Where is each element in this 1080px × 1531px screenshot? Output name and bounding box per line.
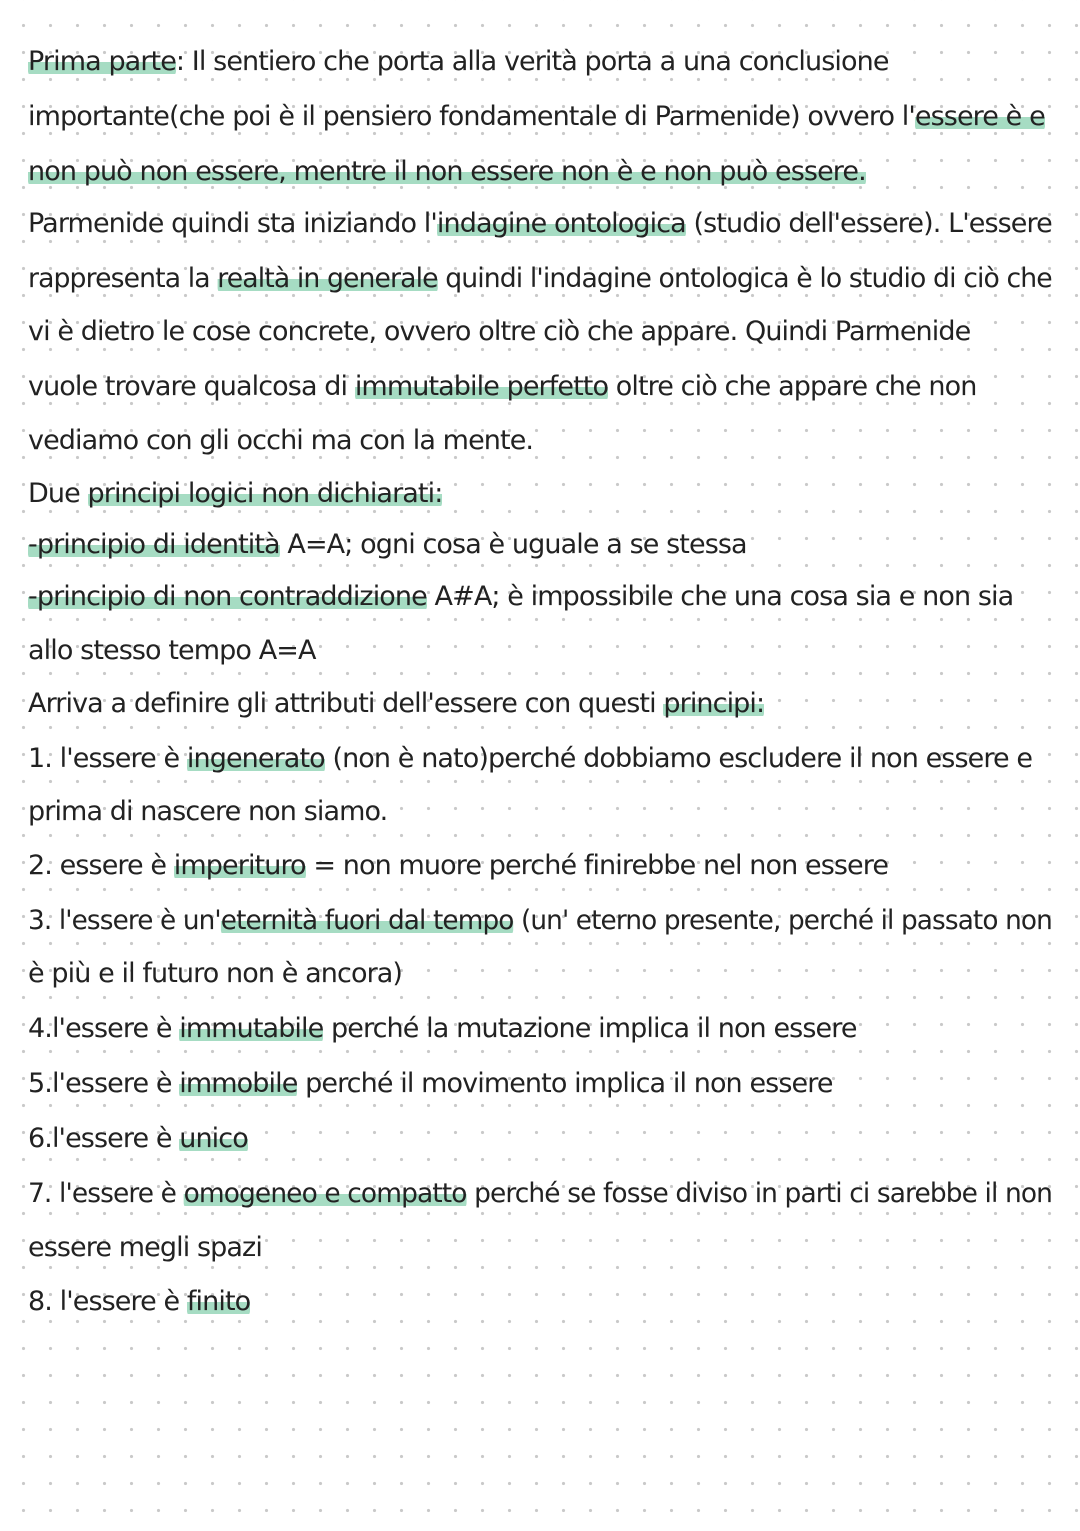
text-segment: vi è dietro le cose concrete, ovvero oltre ciò che appare. Quindi Parmenide xyxy=(28,316,971,347)
note-line xyxy=(28,527,747,563)
note-line xyxy=(28,206,1052,242)
text-segment: 3. l'essere è un' xyxy=(28,905,221,936)
note-line xyxy=(28,903,1052,939)
note-line xyxy=(28,686,764,722)
text-segment: = non muore perché finirebbe nel non essere xyxy=(305,850,889,881)
highlighted-text: principi logici non dichiarati: xyxy=(87,478,443,509)
highlighted-text: immobile xyxy=(179,1068,298,1099)
text-segment: perché il movimento implica il non essere xyxy=(297,1068,833,1099)
highlighted-text: immutabile perfetto xyxy=(354,371,609,402)
text-segment: 4.l'essere è xyxy=(28,1013,180,1044)
text-segment: 8. l'essere è xyxy=(28,1286,187,1317)
text-segment: è più e il futuro non è ancora) xyxy=(28,958,403,989)
note-line xyxy=(28,1121,248,1157)
highlighted-text: essere è e xyxy=(914,101,1045,132)
text-segment: (studio dell'essere). L'essere xyxy=(685,208,1052,239)
text-segment: A#A; è impossibile che una cosa sia e non sia xyxy=(426,581,1014,612)
highlighted-text: unico xyxy=(179,1123,248,1154)
text-segment: 7. l'essere è xyxy=(28,1178,184,1209)
highlighted-text: principi: xyxy=(663,688,765,719)
note-line xyxy=(28,154,866,190)
highlighted-text: omogeneo e compatto xyxy=(183,1178,467,1209)
note-line xyxy=(28,1176,1052,1212)
text-segment: allo stesso tempo A=A xyxy=(28,635,316,666)
note-line xyxy=(28,633,316,669)
text-segment: Parmenide quindi sta iniziando l' xyxy=(28,208,437,239)
text-segment: oltre ciò che appare che non xyxy=(608,371,977,402)
note-line xyxy=(28,579,1013,615)
note-line xyxy=(28,956,402,992)
highlighted-text: realtà in generale xyxy=(217,263,438,294)
note-line xyxy=(28,741,1032,777)
text-segment: 1. l'essere è xyxy=(28,743,187,774)
note-line xyxy=(28,794,387,830)
text-segment: : Il sentiero che porta alla verità porta a una conclusione xyxy=(175,46,889,77)
highlighted-text: ingenerato xyxy=(186,743,325,774)
note-line xyxy=(28,261,1052,297)
note-line xyxy=(28,369,976,405)
note-line xyxy=(28,1284,250,1320)
highlighted-text: finito xyxy=(186,1286,251,1317)
text-segment: (un' eterno presente, perché il passato non xyxy=(513,905,1052,936)
highlighted-text: -principio di non contraddizione xyxy=(28,581,427,612)
note-line xyxy=(28,1011,857,1047)
text-segment: vuole trovare qualcosa di xyxy=(28,371,355,402)
highlighted-text: non può non essere, mentre il non essere non è e non può essere. xyxy=(28,156,866,187)
note-line xyxy=(28,44,889,80)
note-line xyxy=(28,848,888,884)
highlighted-text: eternità fuori dal tempo xyxy=(220,905,514,936)
text-segment: prima di nascere non siamo. xyxy=(28,796,388,827)
text-segment: perché se fosse diviso in parti ci sarebbe il non xyxy=(466,1178,1053,1209)
note-line xyxy=(28,99,1045,135)
note-line xyxy=(28,1230,262,1266)
note-line xyxy=(28,423,533,459)
text-segment: Due xyxy=(28,478,88,509)
text-segment: 6.l'essere è xyxy=(28,1123,180,1154)
text-segment: essere megli spazi xyxy=(28,1232,262,1263)
highlighted-text: Prima parte xyxy=(28,46,176,77)
text-segment: 2. essere è xyxy=(28,850,174,881)
text-segment: perché la mutazione implica il non essere xyxy=(323,1013,857,1044)
highlighted-text: imperituro xyxy=(173,850,306,881)
text-segment: (non è nato)perché dobbiamo escludere il non essere e xyxy=(324,743,1033,774)
text-segment: importante(che poi è il pensiero fondamentale di Parmenide) ovvero l' xyxy=(28,101,915,132)
note-line xyxy=(28,1066,833,1102)
text-segment: Arriva a definire gli attributi dell'essere con questi xyxy=(28,688,664,719)
note-line xyxy=(28,476,442,512)
highlighted-text: -principio di identità xyxy=(28,529,280,560)
text-segment: rappresenta la xyxy=(28,263,218,294)
text-segment: A=A; ogni cosa è uguale a se stessa xyxy=(279,529,747,560)
text-segment: vediamo con gli occhi ma con la mente. xyxy=(28,425,534,456)
highlighted-text: immutabile xyxy=(179,1013,324,1044)
note-line xyxy=(28,314,970,350)
highlighted-text: indagine ontologica xyxy=(436,208,686,239)
text-segment: quindi l'indagine ontologica è lo studio di ciò che xyxy=(437,263,1052,294)
text-segment: 5.l'essere è xyxy=(28,1068,180,1099)
